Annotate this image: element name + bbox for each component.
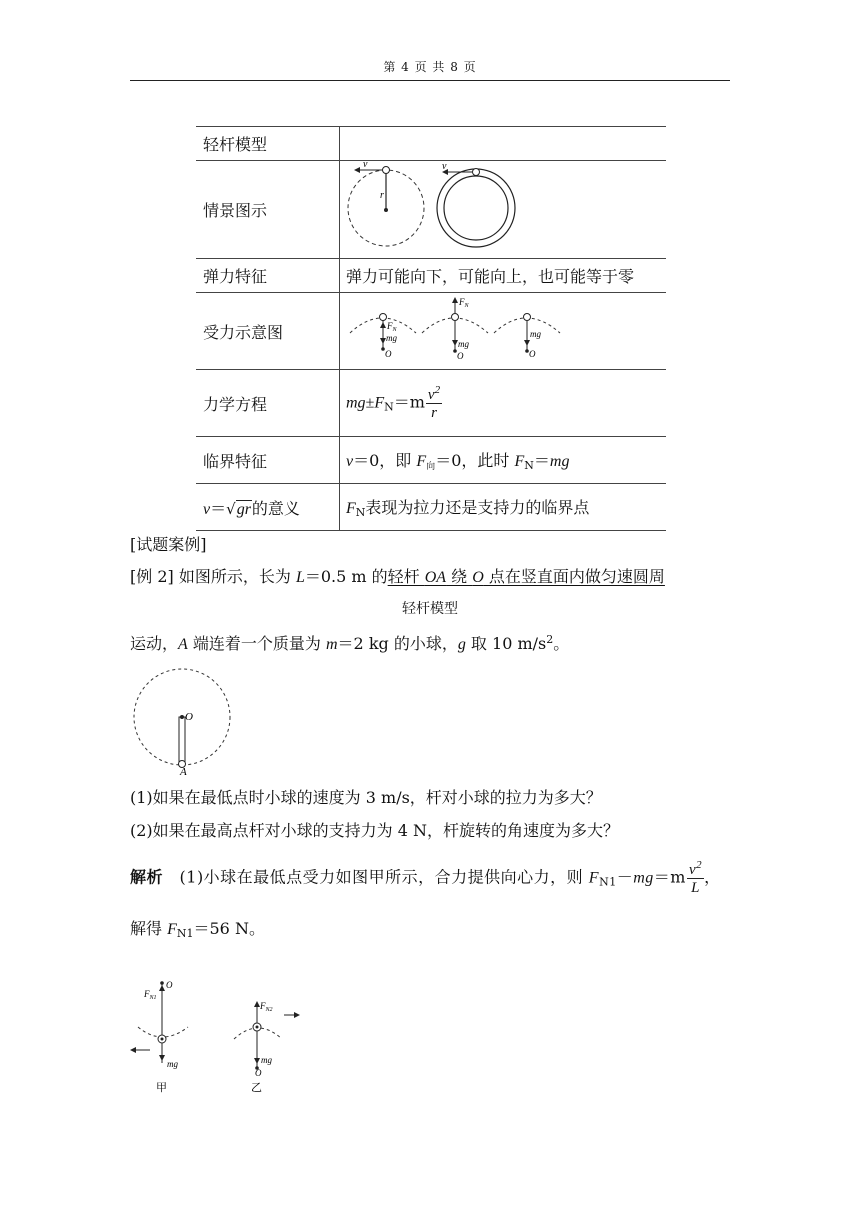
velocity-label: v — [363, 161, 368, 170]
solution-line-2: 解得 $F_{N1}=56$ N。 — [130, 919, 265, 940]
critical-v: v — [346, 453, 354, 470]
force-diagram — [346, 293, 666, 365]
row-value: 弹力可能向下，可能向上，也可能等于零 — [340, 259, 667, 293]
row-label: 受力示意图 — [196, 293, 340, 370]
annotation-note: 轻杆模型 — [402, 601, 458, 617]
row-label: 临界特征 — [196, 437, 340, 484]
figure-yi-label: 乙 — [251, 1082, 262, 1094]
critical-fn: F — [514, 453, 525, 470]
center-label: O — [529, 349, 536, 359]
solution-label: 解析 — [130, 867, 164, 887]
page-header: 第 4 页 共 8 页 — [383, 60, 477, 74]
meaning-text: 表现为拉力还是支持力的临界点 — [365, 498, 590, 517]
meaning-v: v — [203, 500, 211, 518]
table-row — [196, 259, 666, 293]
table-row — [196, 127, 666, 161]
force-figures — [130, 975, 330, 1100]
radius-label: r — [380, 189, 384, 201]
table-row — [196, 484, 666, 531]
solution-fraction: $\frac{v^2}{L}$ — [688, 859, 703, 896]
row-label: 弹力特征 — [196, 259, 340, 293]
equation-cell — [340, 370, 667, 437]
solution-line-1: 解析 (1)小球在最低点受力如图甲所示，合力提供向心力，则 $F_{N1}-mg=m$ $\frac{v^2}{L}$ ， — [130, 859, 721, 896]
gravity-label: mg — [458, 339, 469, 349]
question-2: (2)如果在最高点杆对小球的支持力为 4 N，杆旋转的角速度为多大？ — [130, 821, 620, 840]
meaning-label-cell — [196, 484, 340, 531]
underlined-phrase: 轻杆 OA 绕 O 点在竖直面内做匀速圆周 — [387, 567, 665, 586]
critical-mg: mg — [549, 453, 570, 470]
table-row — [196, 370, 666, 437]
equation-fraction — [426, 385, 442, 421]
gravity-label: mg — [530, 329, 541, 339]
point-A-label: A — [180, 766, 187, 777]
normal-force-label: $F_N$ — [459, 297, 469, 309]
row-label: 力学方程 — [196, 370, 340, 437]
critical-f-sub: 向 — [426, 462, 436, 472]
point-O-label: O — [185, 711, 193, 723]
critical-f: F — [416, 453, 427, 470]
question-1: (1)如果在最低点时小球的速度为 3 m/s，杆对小球的拉力为多大？ — [130, 788, 602, 807]
table-row — [196, 161, 666, 259]
meaning-tail: 的意义 — [251, 498, 300, 518]
var-L: L — [295, 569, 305, 586]
example-text: ＝0.5 m 的 — [304, 567, 388, 586]
equation-mid: ＝m — [393, 392, 425, 412]
critical-fn-sub: N — [524, 459, 534, 472]
velocity-label: v — [442, 161, 447, 172]
sqrt-radicand: gr — [236, 500, 251, 518]
center-label: O — [385, 349, 392, 359]
meaning-f: F — [346, 500, 356, 517]
figure-jia-label: 甲 — [156, 1082, 167, 1094]
row-label: 轻杆模型 — [196, 127, 340, 161]
equation-sub: N — [384, 400, 394, 414]
rod-circle-figure — [130, 665, 240, 777]
normal-force-label: $F_N$ — [387, 321, 397, 333]
center-label: O — [166, 980, 173, 990]
fraction-denominator: r — [426, 403, 442, 421]
critical-text: ＝ — [533, 451, 550, 470]
center-label: O — [457, 351, 464, 361]
scenario-diagram — [346, 162, 666, 254]
meaning-value-cell — [340, 484, 667, 531]
gravity-label: mg — [167, 1059, 178, 1069]
row-label: 情景图示 — [196, 161, 340, 259]
fn2-label: $F_{N2}$ — [260, 1001, 273, 1013]
critical-text: ＝0，即 — [353, 451, 417, 470]
table-row — [196, 293, 666, 370]
example-tag: [例 2] — [130, 567, 174, 586]
force-diagram-cell — [340, 293, 667, 370]
meaning-eq: ＝ — [210, 498, 227, 518]
example-text: 如图所示，长为 — [173, 567, 296, 586]
equation-prefix: mg±F — [346, 394, 385, 412]
header-rule — [130, 80, 730, 81]
gravity-label: mg — [386, 333, 397, 343]
section-heading: [试题案例] — [130, 535, 207, 554]
table-row — [196, 437, 666, 484]
fraction-sup: 2 — [434, 384, 441, 396]
center-label: O — [255, 1068, 262, 1078]
row-value — [340, 127, 667, 161]
critical-text: ＝0，此时 — [435, 451, 515, 470]
sqrt-sign: √ — [226, 499, 236, 518]
fraction-numerator: v — [427, 387, 435, 403]
scenario-diagram-cell — [340, 161, 667, 259]
fn1-label: $F_{N1}$ — [144, 989, 157, 1001]
meaning-f-sub: N — [355, 506, 366, 519]
gravity-label: mg — [261, 1055, 272, 1065]
critical-cell — [340, 437, 667, 484]
example-line-1 — [130, 564, 665, 587]
light-rod-model-table — [196, 126, 666, 531]
example-line-2: 运动，A 端连着一个质量为 m＝2 kg 的小球，g 取 10 $m/s^2$。 — [130, 633, 570, 653]
